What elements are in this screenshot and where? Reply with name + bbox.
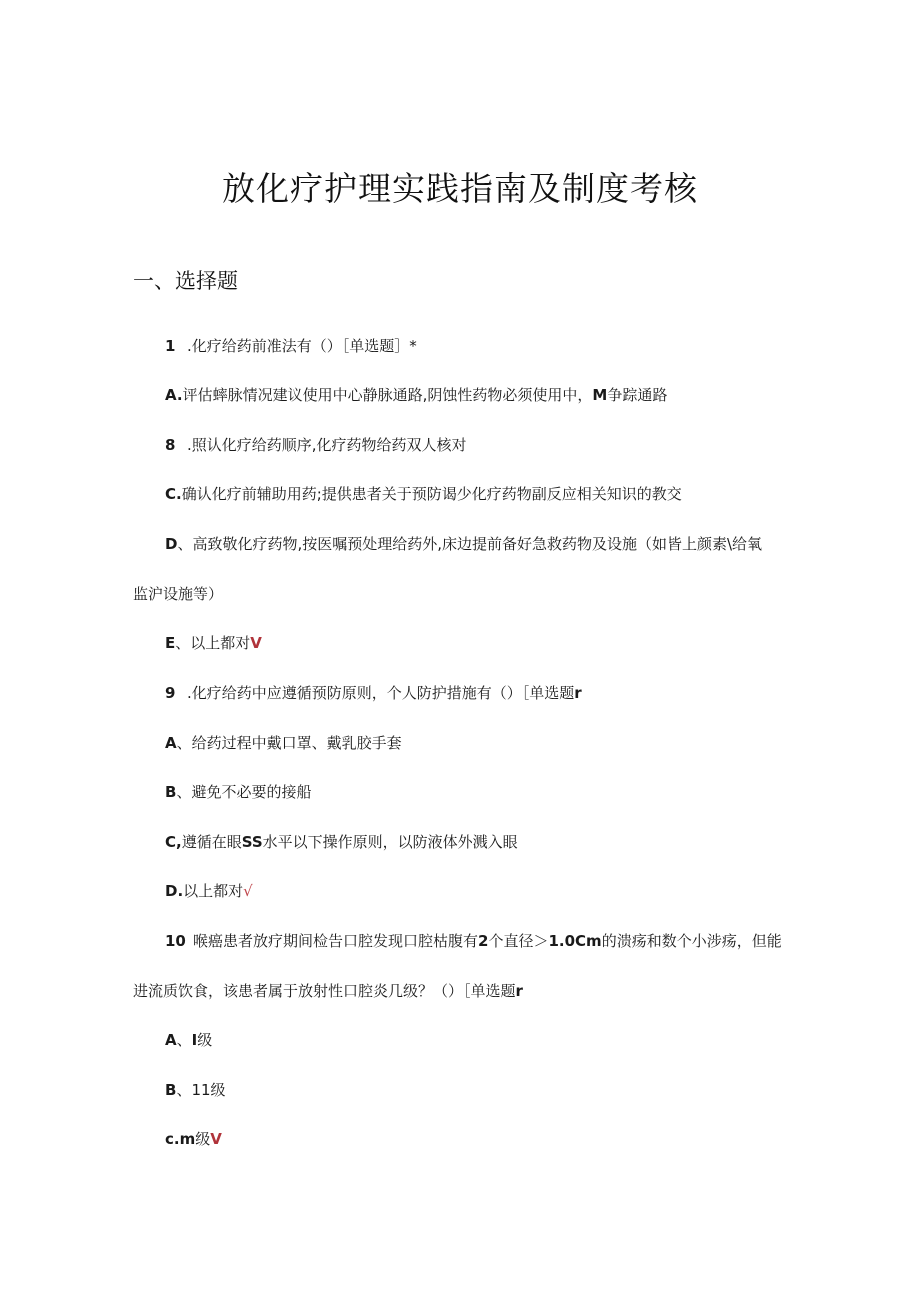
option-text: 、给药过程中戴口罩、戴乳胶手套 — [176, 734, 402, 752]
option-text-bold: M — [592, 386, 608, 404]
option-text-tail: 争踪通路 — [607, 386, 668, 404]
option-text: 、避免不必要的接船 — [176, 783, 312, 801]
question-1-option-c — [165, 484, 682, 504]
option-text-continuation: 监沪设施等） — [133, 585, 224, 603]
option-text: 、高致敬化疗药物,按医嘱预处理给药外,床边提前备好急救药物及设施（如皆上颜素\给氧 — [177, 535, 763, 553]
option-label: B — [165, 783, 177, 801]
question-2-option-c — [165, 832, 518, 852]
document-title: 放化疗护理实践指南及制度考核 — [222, 169, 698, 208]
option-label: A — [165, 734, 177, 752]
question-3-option-c — [165, 1129, 222, 1149]
question-3-stem — [165, 931, 782, 951]
question-number: 10 — [165, 932, 186, 950]
option-text: 确认化疗前辅助用药;提供患者关于预防谒少化疗药物副反应相关知识的教交 — [181, 485, 682, 503]
question-2-option-a — [165, 733, 402, 753]
option-label: A — [165, 1031, 177, 1049]
option-label: E — [165, 634, 176, 652]
option-label: B — [165, 1081, 177, 1099]
question-1-option-d — [165, 534, 762, 554]
option-label: A. — [165, 386, 183, 404]
option-text: 、11级 — [176, 1081, 226, 1099]
correct-answer-mark: V — [210, 1130, 222, 1148]
question-text: 喉癌患者放疗期间检告口腔发现口腔枯腹有 — [193, 932, 479, 950]
option-text: 、 — [176, 1031, 192, 1049]
question-1-option-e — [165, 633, 262, 653]
option-label: C, — [165, 833, 182, 851]
option-text-bold: I — [191, 1031, 198, 1049]
correct-answer-mark: V — [250, 634, 262, 652]
option-label: D. — [165, 882, 184, 900]
question-text-tail: r — [515, 982, 523, 1000]
question-text: 的溃疡和数个小涉疡，但能 — [601, 932, 782, 950]
question-1-option-b — [165, 435, 467, 455]
question-text-bold: 1.0Cm — [548, 932, 602, 950]
option-text-tail: 水平以下操作原则，以防液体外溅入眼 — [262, 833, 518, 851]
option-text: 遵循在眼 — [181, 833, 242, 851]
question-text-bold: 2 — [478, 932, 489, 950]
section-heading: 一、选择题 — [133, 269, 238, 293]
option-text: 以上都对 — [183, 882, 244, 900]
question-3-option-a — [165, 1030, 212, 1050]
option-label: D — [165, 535, 178, 553]
option-text-bold: SS — [241, 833, 263, 851]
question-3-option-b — [165, 1080, 226, 1100]
question-2-option-b — [165, 782, 311, 802]
correct-answer-mark: √ — [243, 882, 253, 900]
question-3-stem-continuation — [133, 981, 523, 1001]
question-text: .化疗给药前准法有（）［单选题］* — [187, 337, 417, 355]
question-text-tail: r — [574, 684, 582, 702]
option-text: 评估蟀脉情况建议使用中心静脉通路,阴蚀性药物必须使用中， — [182, 386, 593, 404]
option-text: 级 — [195, 1130, 211, 1148]
question-number: 9 — [165, 684, 176, 702]
question-text: .化疗给药中应遵循预防原则，个人防护措施有（）［单选题 — [187, 684, 575, 702]
question-1-stem — [165, 336, 417, 356]
option-text: 、以上都对 — [175, 634, 251, 652]
question-1-option-a — [165, 385, 667, 405]
option-label: 8 — [165, 436, 176, 454]
question-2-option-d — [165, 881, 253, 901]
option-label: C. — [165, 485, 182, 503]
question-text: 个直径＞ — [488, 932, 549, 950]
question-number: 1 — [165, 337, 176, 355]
option-text-tail: 级 — [197, 1031, 213, 1049]
question-1-option-d-continuation — [133, 584, 223, 604]
question-text-continuation: 进流质饮食，该患者属于放射性口腔炎几级？（）［单选题 — [133, 982, 516, 1000]
question-2-stem — [165, 683, 582, 703]
option-text: .照认化疗给药顺序,化疗药物给药双人核对 — [187, 436, 467, 454]
option-label: c.m — [165, 1130, 196, 1148]
